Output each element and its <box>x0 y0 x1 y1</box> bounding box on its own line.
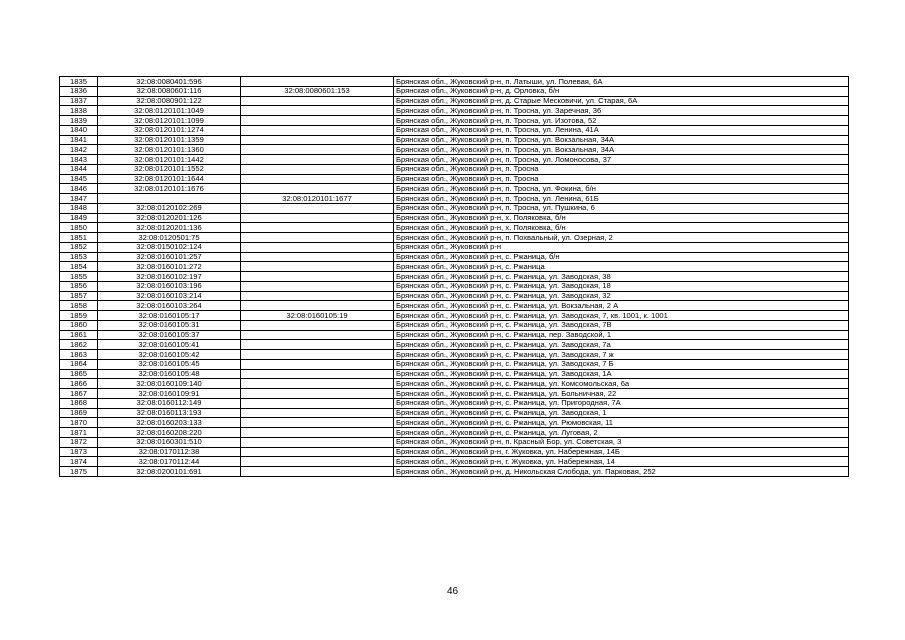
table-row <box>60 213 849 223</box>
cadastral-number-cell: 32:08:0170112:38 <box>98 447 241 457</box>
previous-number-cell <box>241 262 394 272</box>
previous-number-cell <box>241 96 394 106</box>
previous-number-cell <box>241 213 394 223</box>
previous-number-cell <box>241 437 394 447</box>
address-cell: Брянская обл., Жуковский р-н, г. Жуковка, ул. Набережная, 14Б <box>394 447 849 457</box>
row-number-cell: 1868 <box>60 398 98 408</box>
row-number-cell: 1873 <box>60 447 98 457</box>
row-number-cell: 1867 <box>60 389 98 399</box>
address-cell: Брянская обл., Жуковский р-н, п. Тросна, ул. Вокзальная, 34А <box>394 135 849 145</box>
cadastral-number-cell: 32:08:0160101:272 <box>98 262 241 272</box>
row-number-cell: 1863 <box>60 350 98 360</box>
row-number-cell: 1874 <box>60 457 98 467</box>
cadastral-number-cell: 32:08:0160105:37 <box>98 330 241 340</box>
cadastral-number-cell: 32:08:0120101:1049 <box>98 106 241 116</box>
table-body <box>60 77 849 477</box>
address-cell: Брянская обл., Жуковский р-н, п. Тросна, ул. Ленина, 61Б <box>394 194 849 204</box>
previous-number-cell <box>241 77 394 87</box>
cadastral-number-cell: 32:08:0120101:1442 <box>98 155 241 165</box>
row-number-cell: 1845 <box>60 174 98 184</box>
address-cell: Брянская обл., Жуковский р-н, с. Ржаница, ул. Заводская, 7В <box>394 320 849 330</box>
row-number-cell: 1852 <box>60 242 98 252</box>
table-row <box>60 135 849 145</box>
cadastral-number-cell: 32:08:0160105:42 <box>98 350 241 360</box>
cadastral-number-cell: 32:08:0120201:136 <box>98 223 241 233</box>
cadastral-number-cell: 32:08:0120101:1644 <box>98 174 241 184</box>
table-row <box>60 125 849 135</box>
row-number-cell: 1872 <box>60 437 98 447</box>
cadastral-number-cell: 32:08:0120101:1359 <box>98 135 241 145</box>
table-row <box>60 242 849 252</box>
cadastral-number-cell: 32:08:0160112:149 <box>98 398 241 408</box>
address-cell: Брянская обл., Жуковский р-н, с. Ржаница <box>394 262 849 272</box>
previous-number-cell <box>241 330 394 340</box>
cadastral-number-cell: 32:08:0160103:214 <box>98 291 241 301</box>
address-cell: Брянская обл., Жуковский р-н, х. Поляковка, б/н <box>394 223 849 233</box>
previous-number-cell <box>241 408 394 418</box>
previous-number-cell <box>241 447 394 457</box>
previous-number-cell <box>241 135 394 145</box>
table-row <box>60 340 849 350</box>
table-row <box>60 389 849 399</box>
address-cell: Брянская обл., Жуковский р-н, п. Тросна, ул. Фокина, б/н <box>394 184 849 194</box>
row-number-cell: 1836 <box>60 86 98 96</box>
previous-number-cell <box>241 272 394 282</box>
previous-number-cell <box>241 457 394 467</box>
cadastral-number-cell: 32:08:0080601:116 <box>98 86 241 96</box>
table-row <box>60 301 849 311</box>
row-number-cell: 1839 <box>60 116 98 126</box>
previous-number-cell: 32:08:0080601:153 <box>241 86 394 96</box>
address-cell: Брянская обл., Жуковский р-н, г. Жуковка, ул. Набережная, 14 <box>394 457 849 467</box>
row-number-cell: 1837 <box>60 96 98 106</box>
previous-number-cell <box>241 155 394 165</box>
table-row <box>60 320 849 330</box>
previous-number-cell: 32:08:0120101:1677 <box>241 194 394 204</box>
row-number-cell: 1866 <box>60 379 98 389</box>
cadastral-number-cell: 32:08:0160105:45 <box>98 359 241 369</box>
address-cell: Брянская обл., Жуковский р-н, с. Ржаница, ул. Заводская, 18 <box>394 281 849 291</box>
row-number-cell: 1846 <box>60 184 98 194</box>
address-cell: Брянская обл., Жуковский р-н, с. Ржаница, ул. Луговая, 2 <box>394 428 849 438</box>
address-cell: Брянская обл., Жуковский р-н, п. Тросна, ул. Ломоносова, 37 <box>394 155 849 165</box>
table-row <box>60 408 849 418</box>
table-row <box>60 116 849 126</box>
cadastral-number-cell: 32:08:0160101:257 <box>98 252 241 262</box>
cadastral-number-cell: 32:08:0080401:596 <box>98 77 241 87</box>
cadastral-number-cell: 32:08:0160103:264 <box>98 301 241 311</box>
row-number-cell: 1853 <box>60 252 98 262</box>
cadastral-number-cell: 32:08:0200101:691 <box>98 467 241 477</box>
row-number-cell: 1850 <box>60 223 98 233</box>
previous-number-cell <box>241 281 394 291</box>
previous-number-cell <box>241 340 394 350</box>
row-number-cell: 1848 <box>60 203 98 213</box>
address-cell: Брянская обл., Жуковский р-н, п. Красный Бор, ул. Советская, 3 <box>394 437 849 447</box>
cadastral-number-cell: 32:08:0160109:91 <box>98 389 241 399</box>
cadastral-number-cell <box>98 194 241 204</box>
row-number-cell: 1875 <box>60 467 98 477</box>
table-row <box>60 262 849 272</box>
table-row <box>60 96 849 106</box>
table-row <box>60 174 849 184</box>
table-row <box>60 203 849 213</box>
previous-number-cell <box>241 116 394 126</box>
cadastral-number-cell: 32:08:0160105:31 <box>98 320 241 330</box>
cadastral-number-cell: 32:08:0160103:196 <box>98 281 241 291</box>
address-cell: Брянская обл., Жуковский р-н, п. Тросна <box>394 164 849 174</box>
row-number-cell: 1849 <box>60 213 98 223</box>
cadastral-number-cell: 32:08:0120102:269 <box>98 203 241 213</box>
cadastral-number-cell: 32:08:0120101:1099 <box>98 116 241 126</box>
table-row <box>60 281 849 291</box>
table-row <box>60 359 849 369</box>
cadastral-number-cell: 32:08:0160301:510 <box>98 437 241 447</box>
address-cell: Брянская обл., Жуковский р-н, п. Тросна, ул. Ленина, 41А <box>394 125 849 135</box>
table-row <box>60 369 849 379</box>
previous-number-cell <box>241 242 394 252</box>
cadastral-number-cell: 32:08:0120201:126 <box>98 213 241 223</box>
address-cell: Брянская обл., Жуковский р-н, п. Тросна, ул. Вокзальная, 34А <box>394 145 849 155</box>
previous-number-cell <box>241 398 394 408</box>
row-number-cell: 1857 <box>60 291 98 301</box>
previous-number-cell <box>241 467 394 477</box>
address-cell: Брянская обл., Жуковский р-н, п. Латыши, ул. Полевая, 6А <box>394 77 849 87</box>
previous-number-cell <box>241 233 394 243</box>
previous-number-cell <box>241 320 394 330</box>
address-cell: Брянская обл., Жуковский р-н, п. Тросна, ул. Заречная, 36 <box>394 106 849 116</box>
row-number-cell: 1835 <box>60 77 98 87</box>
cadastral-number-cell: 32:08:0120101:1676 <box>98 184 241 194</box>
previous-number-cell: 32:08:0160105:19 <box>241 311 394 321</box>
previous-number-cell <box>241 184 394 194</box>
property-registry-table <box>59 76 849 477</box>
table-row <box>60 330 849 340</box>
row-number-cell: 1869 <box>60 408 98 418</box>
table-row <box>60 233 849 243</box>
address-cell: Брянская обл., Жуковский р-н, с. Ржаница, ул. Заводская, 32 <box>394 291 849 301</box>
cadastral-number-cell: 32:08:0160113:193 <box>98 408 241 418</box>
cadastral-number-cell: 32:08:0120101:1552 <box>98 164 241 174</box>
page-number: 46 <box>446 586 459 597</box>
address-cell: Брянская обл., Жуковский р-н, с. Ржаница, ул. Рюмовская, 11 <box>394 418 849 428</box>
row-number-cell: 1858 <box>60 301 98 311</box>
table-row <box>60 272 849 282</box>
table-row <box>60 106 849 116</box>
address-cell: Брянская обл., Жуковский р-н, д. Орловка, б/н <box>394 86 849 96</box>
cadastral-number-cell: 32:08:0120101:1274 <box>98 125 241 135</box>
row-number-cell: 1859 <box>60 311 98 321</box>
row-number-cell: 1862 <box>60 340 98 350</box>
address-cell: Брянская обл., Жуковский р-н, п. Тросна, ул. Изотова, 52 <box>394 116 849 126</box>
row-number-cell: 1851 <box>60 233 98 243</box>
address-cell: Брянская обл., Жуковский р-н, п. Похвальный, ул. Озерная, 2 <box>394 233 849 243</box>
address-cell: Брянская обл., Жуковский р-н, х. Поляковка, б/н <box>394 213 849 223</box>
cadastral-number-cell: 32:08:0150102:124 <box>98 242 241 252</box>
cadastral-number-cell: 32:08:0160105:48 <box>98 369 241 379</box>
table-row <box>60 379 849 389</box>
table-row <box>60 155 849 165</box>
table-row <box>60 447 849 457</box>
address-cell: Брянская обл., Жуковский р-н, с. Ржаница, ул. Заводская, 7, кв. 1001, к. 1001 <box>394 311 849 321</box>
cadastral-number-cell: 32:08:0160105:41 <box>98 340 241 350</box>
table-row <box>60 428 849 438</box>
table-row <box>60 184 849 194</box>
address-cell: Брянская обл., Жуковский р-н, д. Старые Месковичи, ул. Старая, 6А <box>394 96 849 106</box>
row-number-cell: 1856 <box>60 281 98 291</box>
previous-number-cell <box>241 301 394 311</box>
previous-number-cell <box>241 203 394 213</box>
table-row <box>60 291 849 301</box>
address-cell: Брянская обл., Жуковский р-н, п. Тросна <box>394 174 849 184</box>
row-number-cell: 1841 <box>60 135 98 145</box>
row-number-cell: 1838 <box>60 106 98 116</box>
cadastral-number-cell: 32:08:0120101:1360 <box>98 145 241 155</box>
previous-number-cell <box>241 174 394 184</box>
cadastral-number-cell: 32:08:0160203:133 <box>98 418 241 428</box>
address-cell: Брянская обл., Жуковский р-н, с. Ржаница, ул. Пригородная, 7А <box>394 398 849 408</box>
address-cell: Брянская обл., Жуковский р-н <box>394 242 849 252</box>
table-row <box>60 467 849 477</box>
address-cell: Брянская обл., Жуковский р-н, п. Тросна, ул. Пушкина, 6 <box>394 203 849 213</box>
row-number-cell: 1855 <box>60 272 98 282</box>
table-row <box>60 457 849 467</box>
cadastral-number-cell: 32:08:0120501:75 <box>98 233 241 243</box>
address-cell: Брянская обл., Жуковский р-н, с. Ржаница, ул. Заводская, 1 <box>394 408 849 418</box>
address-cell: Брянская обл., Жуковский р-н, с. Ржаница, ул. Заводская, 7 Б <box>394 359 849 369</box>
address-cell: Брянская обл., Жуковский р-н, с. Ржаница, ул. Комсомольская, 6а <box>394 379 849 389</box>
previous-number-cell <box>241 359 394 369</box>
row-number-cell: 1865 <box>60 369 98 379</box>
row-number-cell: 1840 <box>60 125 98 135</box>
previous-number-cell <box>241 369 394 379</box>
address-cell: Брянская обл., Жуковский р-н, с. Ржаница, ул. Заводская, 38 <box>394 272 849 282</box>
table-row <box>60 86 849 96</box>
row-number-cell: 1842 <box>60 145 98 155</box>
cadastral-number-cell: 32:08:0160109:140 <box>98 379 241 389</box>
row-number-cell: 1861 <box>60 330 98 340</box>
cadastral-number-cell: 32:08:0160208:220 <box>98 428 241 438</box>
row-number-cell: 1844 <box>60 164 98 174</box>
previous-number-cell <box>241 106 394 116</box>
row-number-cell: 1864 <box>60 359 98 369</box>
table-row <box>60 437 849 447</box>
cadastral-number-cell: 32:08:0080901:122 <box>98 96 241 106</box>
table-row <box>60 350 849 360</box>
row-number-cell: 1854 <box>60 262 98 272</box>
row-number-cell: 1870 <box>60 418 98 428</box>
previous-number-cell <box>241 145 394 155</box>
table-row <box>60 77 849 87</box>
table-row <box>60 311 849 321</box>
address-cell: Брянская обл., Жуковский р-н, с. Ржаница, ул. Заводская, 7 ж <box>394 350 849 360</box>
cadastral-number-cell: 32:08:0160102:197 <box>98 272 241 282</box>
address-cell: Брянская обл., Жуковский р-н, с. Ржаница, б/н <box>394 252 849 262</box>
row-number-cell: 1843 <box>60 155 98 165</box>
row-number-cell: 1860 <box>60 320 98 330</box>
previous-number-cell <box>241 350 394 360</box>
row-number-cell: 1871 <box>60 428 98 438</box>
previous-number-cell <box>241 418 394 428</box>
previous-number-cell <box>241 428 394 438</box>
previous-number-cell <box>241 389 394 399</box>
previous-number-cell <box>241 223 394 233</box>
table-row <box>60 145 849 155</box>
previous-number-cell <box>241 125 394 135</box>
address-cell: Брянская обл., Жуковский р-н, д. Никольская Слобода, ул. Парковая, 252 <box>394 467 849 477</box>
cadastral-number-cell: 32:08:0160105:17 <box>98 311 241 321</box>
table-row <box>60 252 849 262</box>
table-row <box>60 398 849 408</box>
table-row <box>60 223 849 233</box>
previous-number-cell <box>241 164 394 174</box>
previous-number-cell <box>241 379 394 389</box>
row-number-cell: 1847 <box>60 194 98 204</box>
address-cell: Брянская обл., Жуковский р-н, с. Ржаница, ул. Заводская, 1А <box>394 369 849 379</box>
address-cell: Брянская обл., Жуковский р-н, с. Ржаница, пер. Заводской, 1 <box>394 330 849 340</box>
table-row <box>60 164 849 174</box>
table-row <box>60 194 849 204</box>
table-row <box>60 418 849 428</box>
previous-number-cell <box>241 291 394 301</box>
address-cell: Брянская обл., Жуковский р-н, с. Ржаница, ул. Заводская, 7а <box>394 340 849 350</box>
address-cell: Брянская обл., Жуковский р-н, с. Ржаница, ул. Вокзальная, 2 А <box>394 301 849 311</box>
cadastral-number-cell: 32:08:0170112:44 <box>98 457 241 467</box>
previous-number-cell <box>241 252 394 262</box>
address-cell: Брянская обл., Жуковский р-н, с. Ржаница, ул. Больничная, 22 <box>394 389 849 399</box>
